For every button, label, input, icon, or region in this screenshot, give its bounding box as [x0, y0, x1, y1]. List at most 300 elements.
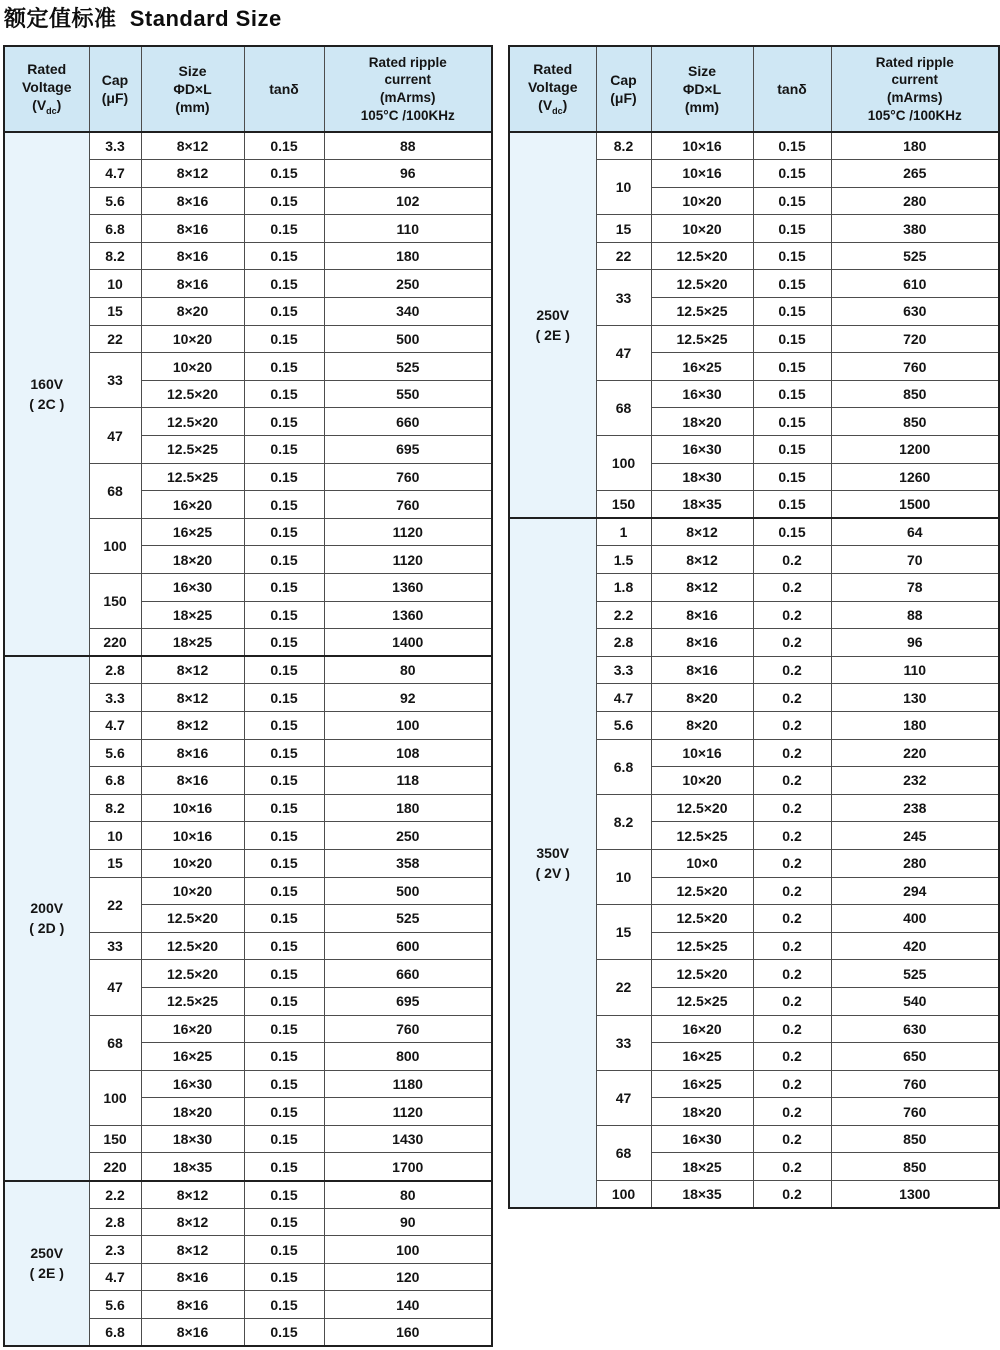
ripple-cell: 1260 [831, 463, 999, 491]
size-cell: 10×20 [141, 353, 244, 381]
cap-cell: 2.2 [596, 601, 651, 629]
ripple-cell: 1180 [324, 1070, 492, 1098]
col-header-cap: Cap (μF) [596, 46, 651, 132]
tan-cell: 0.15 [244, 1319, 324, 1347]
spec-table-right [508, 45, 1000, 1209]
cap-cell: 4.7 [89, 1263, 141, 1291]
voltage-label: 250V [30, 1245, 64, 1262]
ripple-cell: 1300 [831, 1181, 999, 1209]
tan-cell: 0.15 [244, 1181, 324, 1209]
size-cell: 8×16 [141, 187, 244, 215]
cap-cell: 22 [89, 877, 141, 932]
cap-cell: 5.6 [596, 711, 651, 739]
size-cell: 16×20 [141, 491, 244, 519]
tan-cell: 0.15 [753, 132, 831, 160]
tan-cell: 0.15 [753, 491, 831, 519]
size-cell: 12.5×20 [141, 380, 244, 408]
ripple-cell: 78 [831, 574, 999, 602]
tan-cell: 0.15 [244, 905, 324, 933]
voltage-label: 160V [30, 375, 64, 392]
size-cell: 8×12 [141, 684, 244, 712]
tan-cell: 0.15 [244, 491, 324, 519]
cap-cell: 15 [89, 298, 141, 326]
page-title: 额定值标准 Standard Size [4, 6, 282, 31]
cap-cell: 3.3 [89, 684, 141, 712]
cap-cell: 22 [596, 960, 651, 1015]
table-row [4, 132, 492, 160]
tan-cell: 0.2 [753, 960, 831, 988]
voltage-cell [509, 132, 596, 518]
ripple-cell: 420 [831, 932, 999, 960]
size-cell: 16×25 [141, 1043, 244, 1071]
size-cell: 8×12 [141, 1208, 244, 1236]
cap-cell: 10 [89, 270, 141, 298]
ripple-cell: 294 [831, 877, 999, 905]
tan-cell: 0.15 [753, 408, 831, 436]
ripple-cell: 358 [324, 849, 492, 877]
tan-cell: 0.15 [244, 1291, 324, 1319]
size-cell: 16×30 [651, 436, 753, 464]
ripple-cell: 525 [324, 353, 492, 381]
cap-cell: 1 [596, 518, 651, 546]
table-header [4, 46, 492, 132]
cap-cell: 150 [596, 491, 651, 519]
ripple-cell: 600 [324, 932, 492, 960]
tan-cell: 0.15 [753, 353, 831, 381]
size-cell: 8×12 [141, 711, 244, 739]
table-row [509, 518, 999, 546]
ripple-cell: 130 [831, 684, 999, 712]
ripple-cell: 760 [324, 1015, 492, 1043]
ripple-cell: 90 [324, 1208, 492, 1236]
ripple-cell: 800 [324, 1043, 492, 1071]
cap-cell: 47 [596, 325, 651, 380]
tan-cell: 0.2 [753, 601, 831, 629]
cap-cell: 22 [89, 325, 141, 353]
size-cell: 12.5×25 [651, 822, 753, 850]
size-cell: 18×35 [651, 1181, 753, 1209]
voltage-cell [509, 518, 596, 1208]
cap-cell: 1.5 [596, 546, 651, 574]
cap-cell: 2.8 [596, 629, 651, 657]
tan-cell: 0.15 [244, 574, 324, 602]
ripple-cell: 630 [831, 1015, 999, 1043]
size-cell: 12.5×20 [651, 905, 753, 933]
table-header [509, 46, 999, 132]
size-cell: 8×12 [141, 1181, 244, 1209]
tan-cell: 0.15 [244, 1208, 324, 1236]
tan-cell: 0.15 [244, 408, 324, 436]
ripple-cell: 250 [324, 822, 492, 850]
tan-cell: 0.15 [244, 794, 324, 822]
cap-cell: 100 [596, 436, 651, 491]
voltage-code: ( 2E ) [29, 1265, 64, 1282]
size-cell: 12.5×20 [141, 408, 244, 436]
tan-cell: 0.2 [753, 1181, 831, 1209]
size-cell: 8×12 [141, 1236, 244, 1264]
tan-cell: 0.2 [753, 767, 831, 795]
ripple-cell: 140 [324, 1291, 492, 1319]
ripple-cell: 180 [831, 711, 999, 739]
col-header-rated-voltage: Rated Voltage $(V_{dc})$ [509, 46, 596, 132]
header-row [4, 46, 492, 132]
ripple-cell: 1120 [324, 546, 492, 574]
size-cell: 10×20 [651, 215, 753, 243]
size-cell: 8×12 [141, 656, 244, 684]
ripple-cell: 660 [324, 960, 492, 988]
tan-cell: 0.15 [753, 463, 831, 491]
size-cell: 12.5×25 [141, 987, 244, 1015]
ripple-cell: 280 [831, 849, 999, 877]
cap-cell: 47 [89, 960, 141, 1015]
size-cell: 16×30 [141, 574, 244, 602]
cap-cell: 6.8 [89, 1319, 141, 1347]
ripple-cell: 96 [831, 629, 999, 657]
tan-cell: 0.15 [244, 270, 324, 298]
cap-cell: 6.8 [89, 215, 141, 243]
size-cell: 16×30 [141, 1070, 244, 1098]
ripple-cell: 92 [324, 684, 492, 712]
size-cell: 8×16 [651, 601, 753, 629]
tan-cell: 0.2 [753, 1070, 831, 1098]
col-header-ripple-current: Rated ripple current (mArms) 105°C /100KHz [831, 46, 999, 132]
tan-cell: 0.15 [244, 1263, 324, 1291]
ripple-cell: 80 [324, 656, 492, 684]
size-cell: 18×35 [651, 491, 753, 519]
voltage-label: 200V [30, 900, 64, 917]
size-cell: 18×30 [651, 463, 753, 491]
size-cell: 18×25 [651, 1153, 753, 1181]
ripple-cell: 88 [324, 132, 492, 160]
cap-cell: 5.6 [89, 739, 141, 767]
voltage-code: ( 2C ) [29, 396, 65, 413]
voltage-cell [4, 656, 89, 1180]
ripple-cell: 1500 [831, 491, 999, 519]
ripple-cell: 70 [831, 546, 999, 574]
ripple-cell: 110 [831, 656, 999, 684]
ripple-cell: 88 [831, 601, 999, 629]
cap-cell: 4.7 [89, 160, 141, 188]
ripple-cell: 500 [324, 877, 492, 905]
cap-cell: 100 [596, 1181, 651, 1209]
tan-cell: 0.2 [753, 822, 831, 850]
voltage-code: ( 2E ) [535, 327, 570, 344]
tan-cell: 0.2 [753, 546, 831, 574]
tan-cell: 0.2 [753, 849, 831, 877]
size-cell: 10×16 [651, 132, 753, 160]
size-cell: 10×20 [651, 767, 753, 795]
tan-cell: 0.15 [244, 656, 324, 684]
size-cell: 8×12 [141, 132, 244, 160]
tan-cell: 0.15 [244, 739, 324, 767]
tan-cell: 0.2 [753, 987, 831, 1015]
size-cell: 8×16 [141, 1319, 244, 1347]
size-cell: 16×25 [651, 1070, 753, 1098]
size-cell: 8×20 [141, 298, 244, 326]
tan-cell: 0.15 [753, 242, 831, 270]
size-cell: 10×16 [651, 160, 753, 188]
ripple-cell: 245 [831, 822, 999, 850]
tan-cell: 0.2 [753, 1015, 831, 1043]
size-cell: 8×16 [141, 1263, 244, 1291]
ripple-cell: 500 [324, 325, 492, 353]
tan-cell: 0.15 [244, 684, 324, 712]
cap-cell: 47 [596, 1070, 651, 1125]
cap-cell: 68 [596, 1125, 651, 1180]
tan-cell: 0.15 [753, 325, 831, 353]
table-row [509, 132, 999, 160]
tan-cell: 0.2 [753, 932, 831, 960]
cap-cell: 33 [89, 353, 141, 408]
ripple-cell: 1430 [324, 1125, 492, 1153]
size-cell: 8×16 [141, 242, 244, 270]
ripple-cell: 1360 [324, 574, 492, 602]
table-row [4, 1181, 492, 1209]
size-cell: 18×20 [651, 408, 753, 436]
cap-cell: 4.7 [596, 684, 651, 712]
cap-cell: 220 [89, 1153, 141, 1181]
size-cell: 18×25 [141, 629, 244, 657]
ripple-cell: 760 [831, 1070, 999, 1098]
tan-cell: 0.2 [753, 711, 831, 739]
size-cell: 12.5×20 [651, 794, 753, 822]
size-cell: 10×0 [651, 849, 753, 877]
tan-cell: 0.15 [244, 436, 324, 464]
size-cell: 12.5×25 [651, 987, 753, 1015]
cap-cell: 8.2 [596, 132, 651, 160]
ripple-cell: 610 [831, 270, 999, 298]
ripple-cell: 660 [324, 408, 492, 436]
size-cell: 10×16 [141, 822, 244, 850]
col-header-size: Size ΦD×L (mm) [141, 46, 244, 132]
ripple-cell: 540 [831, 987, 999, 1015]
tan-cell: 0.15 [753, 518, 831, 546]
size-cell: 8×12 [141, 160, 244, 188]
size-cell: 8×12 [651, 546, 753, 574]
ripple-cell: 850 [831, 1153, 999, 1181]
ripple-cell: 1700 [324, 1153, 492, 1181]
size-cell: 12.5×20 [141, 960, 244, 988]
cap-cell: 6.8 [89, 767, 141, 795]
size-cell: 10×20 [141, 849, 244, 877]
cap-cell: 5.6 [89, 1291, 141, 1319]
ripple-cell: 100 [324, 711, 492, 739]
col-header-tan: tanδ [753, 46, 831, 132]
cap-cell: 6.8 [596, 739, 651, 794]
tan-cell: 0.15 [244, 601, 324, 629]
size-cell: 12.5×20 [651, 960, 753, 988]
ripple-cell: 1360 [324, 601, 492, 629]
size-cell: 8×20 [651, 711, 753, 739]
tan-cell: 0.15 [753, 187, 831, 215]
size-cell: 10×20 [141, 877, 244, 905]
tan-cell: 0.2 [753, 1098, 831, 1126]
col-header-rated-voltage: Rated Voltage $(V_{dc})$ [4, 46, 89, 132]
size-cell: 12.5×25 [651, 325, 753, 353]
cap-cell: 4.7 [89, 711, 141, 739]
spec-table-left [3, 45, 493, 1347]
tan-cell: 0.15 [244, 353, 324, 381]
voltage-label: 250V [536, 306, 570, 323]
tan-cell: 0.15 [753, 160, 831, 188]
cap-cell: 15 [89, 849, 141, 877]
size-cell: 18×20 [141, 546, 244, 574]
cap-cell: 10 [596, 849, 651, 904]
tan-cell: 0.15 [753, 270, 831, 298]
tan-cell: 0.2 [753, 794, 831, 822]
ripple-cell: 232 [831, 767, 999, 795]
cap-cell: 220 [89, 629, 141, 657]
voltage-code: ( 2D ) [29, 920, 65, 937]
voltage-code: ( 2V ) [535, 865, 570, 882]
ripple-cell: 102 [324, 187, 492, 215]
cap-cell: 22 [596, 242, 651, 270]
cap-cell: 68 [89, 1015, 141, 1070]
size-cell: 8×16 [651, 656, 753, 684]
size-cell: 8×16 [141, 739, 244, 767]
ripple-cell: 64 [831, 518, 999, 546]
ripple-cell: 850 [831, 1125, 999, 1153]
ripple-cell: 630 [831, 298, 999, 326]
header-row [509, 46, 999, 132]
size-cell: 8×20 [651, 684, 753, 712]
tan-cell: 0.15 [244, 987, 324, 1015]
ripple-cell: 220 [831, 739, 999, 767]
tan-cell: 0.15 [244, 215, 324, 243]
tan-cell: 0.15 [244, 242, 324, 270]
cap-cell: 2.8 [89, 1208, 141, 1236]
cap-cell: 15 [596, 215, 651, 243]
cap-cell: 150 [89, 574, 141, 629]
tan-cell: 0.2 [753, 684, 831, 712]
cap-cell: 68 [89, 463, 141, 518]
cap-cell: 2.8 [89, 656, 141, 684]
tan-cell: 0.15 [244, 380, 324, 408]
tan-cell: 0.15 [244, 298, 324, 326]
cap-cell: 100 [89, 1070, 141, 1125]
tan-cell: 0.15 [244, 463, 324, 491]
ripple-cell: 695 [324, 987, 492, 1015]
ripple-cell: 238 [831, 794, 999, 822]
cap-cell: 3.3 [89, 132, 141, 160]
size-cell: 12.5×20 [651, 242, 753, 270]
size-cell: 12.5×25 [651, 932, 753, 960]
tan-cell: 0.15 [244, 546, 324, 574]
ripple-cell: 80 [324, 1181, 492, 1209]
size-cell: 18×20 [651, 1098, 753, 1126]
size-cell: 12.5×20 [141, 905, 244, 933]
cap-cell: 150 [89, 1125, 141, 1153]
tan-cell: 0.15 [244, 932, 324, 960]
ripple-cell: 96 [324, 160, 492, 188]
size-cell: 12.5×20 [651, 270, 753, 298]
cap-cell: 33 [89, 932, 141, 960]
ripple-cell: 760 [831, 353, 999, 381]
cap-cell: 3.3 [596, 656, 651, 684]
ripple-cell: 720 [831, 325, 999, 353]
cap-cell: 47 [89, 408, 141, 463]
size-cell: 8×12 [651, 518, 753, 546]
voltage-cell [4, 132, 89, 656]
cap-cell: 2.2 [89, 1181, 141, 1209]
tan-cell: 0.15 [244, 160, 324, 188]
tan-cell: 0.15 [753, 215, 831, 243]
tan-cell: 0.15 [753, 298, 831, 326]
tan-cell: 0.2 [753, 656, 831, 684]
cap-cell: 10 [89, 822, 141, 850]
size-cell: 10×16 [141, 794, 244, 822]
cap-cell: 10 [596, 160, 651, 215]
voltage-label: 350V [536, 844, 570, 861]
size-cell: 18×25 [141, 601, 244, 629]
size-cell: 18×20 [141, 1098, 244, 1126]
ripple-cell: 120 [324, 1263, 492, 1291]
size-cell: 12.5×25 [651, 298, 753, 326]
ripple-cell: 160 [324, 1319, 492, 1347]
ripple-cell: 760 [324, 463, 492, 491]
ripple-cell: 760 [324, 491, 492, 519]
voltage-cell [4, 1181, 89, 1347]
ripple-cell: 1200 [831, 436, 999, 464]
ripple-cell: 525 [324, 905, 492, 933]
ripple-cell: 180 [831, 132, 999, 160]
tan-cell: 0.15 [244, 325, 324, 353]
tan-cell: 0.15 [244, 1043, 324, 1071]
tan-cell: 0.2 [753, 739, 831, 767]
table-body-left [4, 132, 492, 1346]
tan-cell: 0.15 [244, 187, 324, 215]
tan-cell: 0.15 [244, 849, 324, 877]
ripple-cell: 110 [324, 215, 492, 243]
size-cell: 16×20 [651, 1015, 753, 1043]
tan-cell: 0.15 [244, 1125, 324, 1153]
tan-cell: 0.2 [753, 877, 831, 905]
ripple-cell: 525 [831, 242, 999, 270]
cap-cell: 8.2 [89, 794, 141, 822]
tan-cell: 0.15 [244, 518, 324, 546]
cap-cell: 2.3 [89, 1236, 141, 1264]
size-cell: 8×16 [141, 215, 244, 243]
size-cell: 12.5×25 [141, 463, 244, 491]
tan-cell: 0.2 [753, 629, 831, 657]
cap-cell: 100 [89, 518, 141, 573]
tan-cell: 0.15 [244, 1070, 324, 1098]
ripple-cell: 525 [831, 960, 999, 988]
size-cell: 16×25 [141, 518, 244, 546]
ripple-cell: 1120 [324, 1098, 492, 1126]
ripple-cell: 650 [831, 1043, 999, 1071]
ripple-cell: 280 [831, 187, 999, 215]
size-cell: 16×30 [651, 1125, 753, 1153]
ripple-cell: 850 [831, 380, 999, 408]
size-cell: 8×16 [141, 270, 244, 298]
size-cell: 18×35 [141, 1153, 244, 1181]
ripple-cell: 118 [324, 767, 492, 795]
tan-cell: 0.15 [244, 1015, 324, 1043]
size-cell: 8×16 [651, 629, 753, 657]
tan-cell: 0.15 [244, 711, 324, 739]
ripple-cell: 180 [324, 794, 492, 822]
ripple-cell: 180 [324, 242, 492, 270]
cap-cell: 5.6 [89, 187, 141, 215]
col-header-ripple-current: Rated ripple current (mArms) 105°C /100KHz [324, 46, 492, 132]
col-header-tan: tanδ [244, 46, 324, 132]
tan-cell: 0.15 [244, 822, 324, 850]
size-cell: 10×16 [651, 739, 753, 767]
tan-cell: 0.15 [244, 1236, 324, 1264]
tan-cell: 0.15 [244, 877, 324, 905]
cap-cell: 8.2 [596, 794, 651, 849]
